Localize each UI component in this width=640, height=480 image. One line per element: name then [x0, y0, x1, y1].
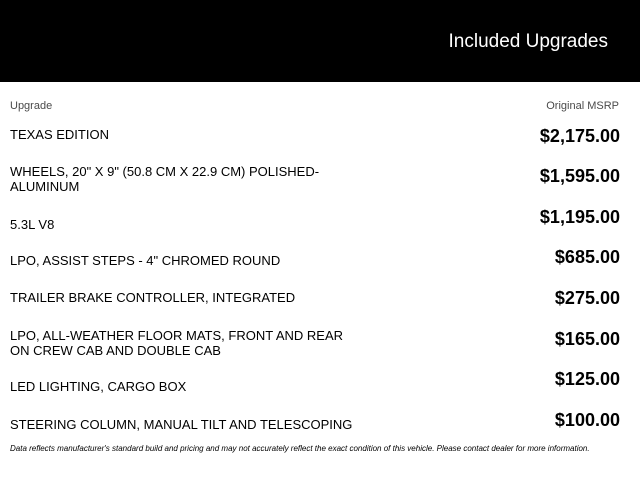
upgrade-name: STEERING COLUMN, MANUAL TILT AND TELESCOPING — [10, 417, 353, 432]
upgrade-price: $100.00 — [554, 410, 620, 430]
header-bar — [0, 0, 640, 82]
upgrade-name: TRAILER BRAKE CONTROLLER, INTEGRATED — [10, 290, 296, 305]
column-header-upgrade: Upgrade — [10, 100, 53, 112]
upgrade-price: $1,595.00 — [539, 166, 620, 186]
upgrade-name: 5.3L V8 — [10, 217, 55, 232]
table-row — [0, 407, 640, 447]
table-row — [0, 122, 640, 162]
table-row — [0, 326, 640, 366]
upgrade-price: $2,175.00 — [539, 126, 620, 146]
upgrade-name: LED LIGHTING, CARGO BOX — [10, 379, 187, 394]
table-row — [0, 244, 640, 284]
upgrade-name: WHEELS, 20" X 9" (50.8 CM X 22.9 CM) POLISHED-ALUMINUM — [10, 164, 320, 194]
table-row — [0, 366, 640, 406]
upgrade-price: $685.00 — [554, 247, 620, 267]
upgrade-name: TEXAS EDITION — [10, 127, 109, 142]
page-title: Included Upgrades — [448, 31, 608, 52]
column-header-msrp: Original MSRP — [546, 100, 619, 112]
table-row — [0, 203, 640, 243]
upgrade-name: LPO, ASSIST STEPS - 4" CHROMED ROUND — [10, 253, 281, 268]
table-row — [0, 162, 640, 202]
disclaimer-text: Data reflects manufacturer's standard build and pricing and may not accurately reflect the exact condition of this vehicle. Please contact dealer for more information. — [10, 444, 590, 453]
upgrade-price: $1,195.00 — [539, 207, 620, 227]
upgrade-price: $165.00 — [554, 329, 620, 349]
upgrade-price: $125.00 — [554, 369, 620, 389]
upgrade-price: $275.00 — [554, 288, 620, 308]
upgrade-name: LPO, ALL-WEATHER FLOOR MATS, FRONT AND REAR ON CREW CAB AND DOUBLE CAB — [10, 328, 343, 358]
table-row — [0, 285, 640, 325]
